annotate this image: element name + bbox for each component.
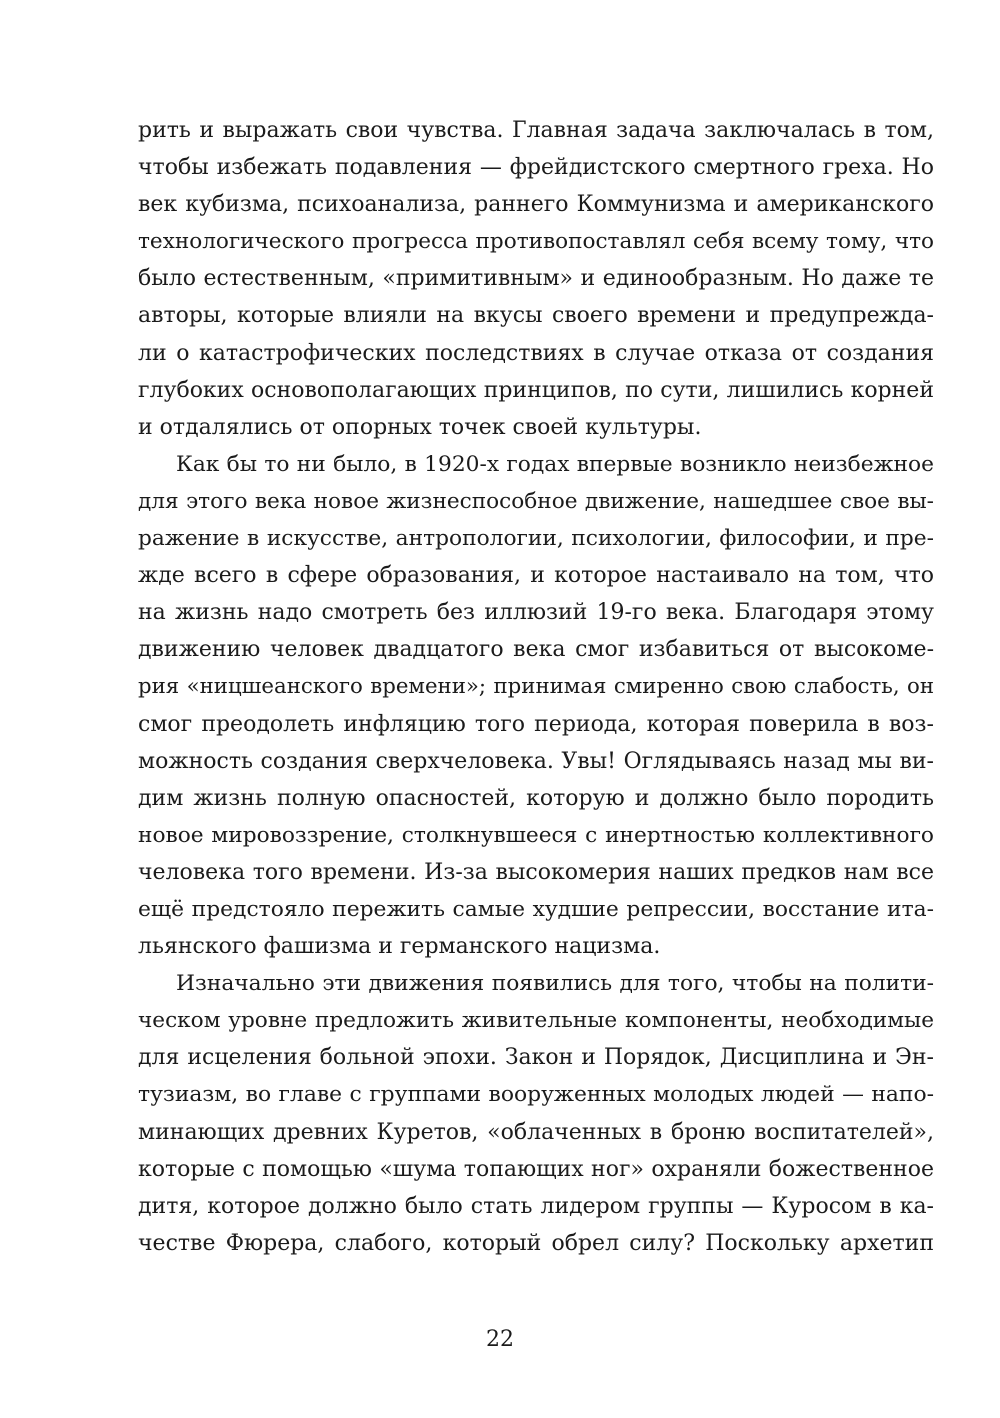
text-line: и отдалялись от опорных точек своей культуры. <box>138 414 702 440</box>
text-line: для этого века новое жизнеспособное движение, нашедшее свое вы- <box>138 488 934 514</box>
text-line: глубоких основополагающих принципов, по сути, лишились корней <box>138 377 934 403</box>
text-line: минающих древних Куретов, «облаченных в броню воспитателей», <box>138 1119 934 1145</box>
text-line: честве Фюрера, слабого, который обрел силу? Поскольку архетип <box>138 1230 934 1256</box>
text-line: дим жизнь полную опасностей, которую и должно было породить <box>138 785 934 811</box>
text-line: дитя, которое должно было стать лидером группы — Куросом в ка- <box>138 1193 934 1219</box>
text-line: было естественным, «примитивным» и единообразным. Но даже те <box>138 266 934 292</box>
text-line: ли о катастрофических последствиях в случае отказа от создания <box>138 340 934 366</box>
text-line: которые с помощью «шума топающих ног» охраняли божественное <box>138 1156 934 1182</box>
text-line: чтобы избежать подавления — фрейдистского смертного греха. Но <box>138 155 934 181</box>
paragraph-3 <box>138 965 934 1262</box>
text-line: новое мировоззрение, столкнувшееся с инертностью коллективного <box>138 822 934 848</box>
text-line: на жизнь надо смотреть без иллюзий 19-го века. Благодаря этому <box>138 600 934 626</box>
text-line: авторы, которые влияли на вкусы своего времени и предупрежда- <box>138 303 934 329</box>
paragraph-1 <box>138 112 934 446</box>
text-line: ражение в искусстве, антропологии, психологии, философии, и пре- <box>138 526 934 552</box>
text-line: движению человек двадцатого века смог избавиться от высокоме- <box>138 637 934 663</box>
text-line: для исцеления больной эпохи. Закон и Порядок, Дисциплина и Эн- <box>138 1045 934 1071</box>
text-line: рить и выражать свои чувства. Главная задача заключалась в том, <box>138 118 934 143</box>
text-line: ческом уровне предложить живительные компоненты, необходимые <box>138 1008 934 1034</box>
text-line: рия «ницшеанского времени»; принимая смиренно свою слабость, он <box>138 674 934 700</box>
paragraph-2 <box>138 446 934 965</box>
text-line: Изначально эти движения появились для того, чтобы на полити- <box>176 971 934 997</box>
text-line: смог преодолеть инфляцию того периода, которая поверила в воз- <box>138 711 934 737</box>
text-line: жде всего в сфере образования, и которое настаивало на том, что <box>138 563 934 589</box>
page-body <box>138 112 934 1262</box>
text-line: можность создания сверхчеловека. Увы! Оглядываясь назад мы ви- <box>138 748 934 774</box>
text-line: ещё предстояло пережить самые худшие репрессии, восстание ита- <box>138 896 934 922</box>
page-number: 22 <box>486 1327 514 1352</box>
text-line: век кубизма, психоанализа, раннего Коммунизма и американского <box>138 192 934 218</box>
text-line: льянского фашизма и германского нацизма. <box>138 934 661 960</box>
text-line: тузиазм, во главе с группами вооруженных молодых людей — напо- <box>138 1082 934 1108</box>
text-line: технологического прогресса противопоставлял себя всему тому, что <box>138 229 934 255</box>
text-line: человека того времени. Из-за высокомерия наших предков нам все <box>138 859 934 885</box>
text-line: Как бы то ни было, в 1920-х годах впервые возникло неизбежное <box>176 451 934 477</box>
